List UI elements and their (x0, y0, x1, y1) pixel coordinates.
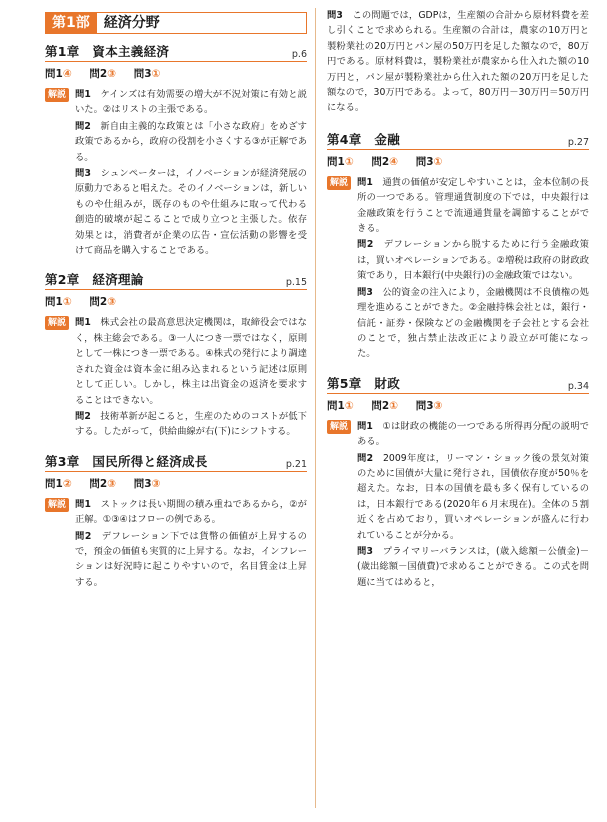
explanation-continuation: 問3 この問題では，GDPは，生産額の合計から原材料費を差し引くことで求められる。生産額の合計は，農家の10万円と製粉業社の20万円とパン屋の50万円を足した額なので，80万円である。原材料費は，製粉業社が農家から仕入れた額の10万円と，パン屋が製粉業社から仕入れた額の20万円を足した額なので，30万円である。よって，80万円－30万円＝50万円になる。 (327, 10, 589, 114)
answer-key: 問1① 問2① 問3③ (327, 399, 443, 412)
explanation-block (45, 87, 307, 258)
explanation-paragraph: 問1 通貨の価値が安定しやすいことは，金本位制の長所の一つである。管理通貨制度の下では，中央銀行は金融政策を行うことで流通通貨量を調節することができる。 (357, 176, 589, 235)
chapter-title: 第2章 経済理論 (45, 272, 144, 288)
explanation-badge: 解説 (327, 420, 351, 434)
chapter-title: 第5章 財政 (327, 375, 400, 391)
chapter-page-ref: p.34 (567, 380, 589, 392)
chapter-title: 第4章 金融 (327, 131, 400, 147)
chapter-page-ref: p.15 (285, 277, 307, 289)
part-label: 第1部 (45, 12, 97, 34)
explanation-badge: 解説 (45, 316, 69, 330)
chapter-page-ref: p.27 (567, 136, 589, 148)
explanation-paragraph: 問3 公的資金の注入により，金融機関は不良債権の処理を進めることができた。②金融持株会社とは，銀行・信託・証券・保険などの金融機関を子会社とする会社のことで，独占禁止法改正により設立が可能になった。 (357, 286, 589, 360)
answer-key: 問1① 問2③ (45, 296, 117, 309)
column-divider (315, 8, 316, 808)
chapter-title: 第1章 資本主義経済 (45, 44, 170, 59)
chapter-heading (327, 374, 589, 394)
explanation-paragraph: 問2 2009年度は，リーマン・ショック後の景気対策のために国債が大量に発行され，国債依存度が50％を超えた。なお，日本の国債を最も多く保有しているのは，日本銀行である(2020年６月末現在)。全体の５割近くを占めており，買いオペレーションが盛んに行われていることが分かる。 (357, 452, 589, 541)
answer-key: 問1① 問2④ 問3① (327, 155, 443, 168)
explanation-paragraph: 問2 技術革新が起こると，生産のためのコストが低下する。したがって，供給曲線が右(下)にシフトする。 (75, 410, 307, 438)
chapter-heading (45, 452, 307, 472)
explanation-paragraph: 問1 ①は財政の機能の一つである所得再分配の説明である。 (357, 420, 589, 448)
explanation-block (45, 497, 307, 590)
answer-key: 問1④ 問2③ 問3① (45, 68, 161, 80)
part-title: 経済分野 (97, 12, 307, 34)
right-column (327, 8, 589, 602)
chapter-title: 第3章 国民所得と経済成長 (45, 453, 208, 469)
explanation-paragraph: 問3 シュンペーターは，イノベーションが経済発展の原動力であると唱えた。そのイノベーションは，新しいものや仕組みが，既存のものや仕組みに取って代わる創造的破壊が起こることで成り立つと主張した。依存効果とは，消費者が企業の広告・宣伝活動の影響を受けて商品を購入することである。 (75, 168, 307, 257)
chapter-heading (45, 270, 307, 290)
chapter-heading (45, 42, 307, 62)
chapter-section (45, 42, 307, 258)
explanation-badge: 解説 (45, 88, 69, 102)
explanation-paragraph: 問3 プライマリーバランスは，(歳入総額－公債金)－(歳出総額－国債費)で求めることができる。この式を問題に当てはめると， (357, 545, 589, 588)
explanation-paragraph: 問1 ストックは長い期間の積み重ねであるから，②が正解。①③④はフローの例である。 (75, 498, 307, 526)
chapter-section (45, 270, 307, 439)
chapter-section (327, 374, 589, 590)
chapter-page-ref: p.21 (285, 458, 307, 470)
explanation-block (45, 315, 307, 439)
explanation-block (327, 175, 589, 362)
explanation-paragraph: 問2 デフレーションから脱するために行う金融政策は，買いオペレーションである。②増税は政府の財政政策であり，日本銀行(中央銀行)の金融政策ではない。 (357, 239, 589, 282)
answer-key: 問1② 問2③ 問3③ (45, 477, 161, 490)
left-column (45, 8, 307, 602)
explanation-block (327, 419, 589, 590)
explanation-paragraph: 問1 株式会社の最高意思決定機関は，取締役会ではなく，株主総会である。③一人につき一票ではなく，原則として一株につき一票である。④株式の発行により調達された資金は資本金に組み込まれるという記述は原則として正しい。しかし，株主は出資金の返済を要求することはできない。 (75, 317, 307, 406)
explanation-paragraph: 問2 デフレーション下では貨幣の価値が上昇するので，預金の価値も実質的に上昇する。なお，インフレーションは好況時に起こりやすいので，名目賃金は上昇する。 (75, 530, 307, 588)
chapter-section (45, 452, 307, 590)
chapter-page-ref: p.6 (291, 49, 307, 60)
explanation-badge: 解説 (327, 176, 351, 190)
explanation-badge: 解説 (45, 498, 69, 512)
explanation-paragraph: 問1 ケインズは有効需要の増大が不況対策に有効と説いた。②はリストの主張である。 (75, 89, 307, 116)
chapter-heading (327, 130, 589, 150)
part-header (45, 12, 307, 34)
chapter-section (327, 130, 589, 362)
explanation-paragraph: 問2 新自由主義的な政策とは「小さな政府」をめざす政策であるから，政府の役割を小さくする③が正解である。 (75, 120, 307, 163)
